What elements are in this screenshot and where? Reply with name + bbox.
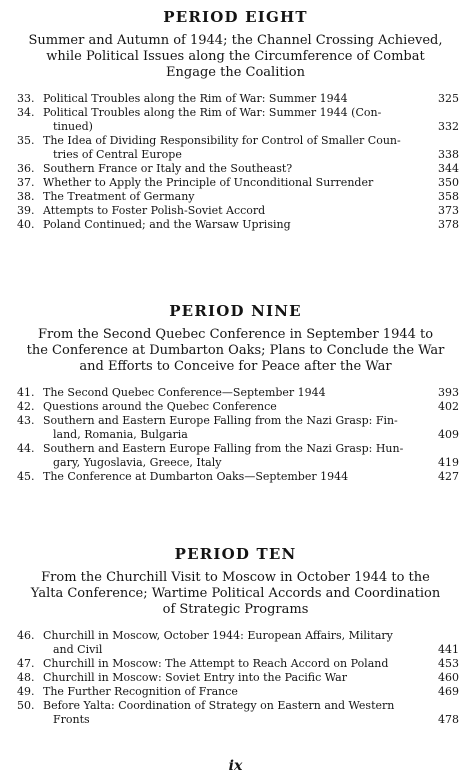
toc-entry xyxy=(0,190,471,204)
entry-number: 47. xyxy=(17,657,35,670)
entry-title-text: Poland Continued; and the Warsaw Uprising xyxy=(43,218,291,231)
entry-title-text: Attempts to Foster Polish-Soviet Accord xyxy=(43,204,266,217)
page-number: ix xyxy=(228,758,243,774)
entry-title xyxy=(43,657,429,671)
entry-title-text: Churchill in Moscow, October 1944: European Affairs, Military xyxy=(43,629,393,642)
entry-title-continuation: tinued) xyxy=(53,120,93,133)
entry-title xyxy=(43,671,429,685)
entry-number: 46. xyxy=(17,629,35,642)
toc-entry xyxy=(0,400,471,414)
entry-title-text: Southern and Eastern Europe Falling from the Nazi Grasp: Fin- xyxy=(43,414,398,427)
entry-title-text: Southern France or Italy and the Southeast? xyxy=(43,162,293,175)
entry-number: 35. xyxy=(17,134,35,147)
entry-title-continuation: Fronts xyxy=(53,713,90,726)
entry-title xyxy=(43,204,429,218)
entry-title-continuation: and Civil xyxy=(53,643,103,656)
entry-title-text: The Conference at Dumbarton Oaks—September 1944 xyxy=(43,470,349,483)
entry-list xyxy=(0,629,471,727)
toc-entry xyxy=(0,629,471,657)
entry-title-text: Political Troubles along the Rim of War: Summer 1944 (Con- xyxy=(43,106,382,119)
entry-page-number: 378 xyxy=(438,218,459,231)
entry-page-number: 409 xyxy=(438,428,459,441)
entry-number: 48. xyxy=(17,671,35,684)
toc-entry xyxy=(0,134,471,162)
entry-page-number: 344 xyxy=(438,162,459,175)
period-subtitle: From the Second Quebec Conference in September 1944 to the Conference at Dumbarton Oaks; Plans to Conclude the War and Efforts to Conceive for Peace after the War xyxy=(26,327,445,374)
toc-entry xyxy=(0,414,471,442)
toc-entry xyxy=(0,204,471,218)
entry-title xyxy=(43,400,429,414)
entry-title-text: Southern and Eastern Europe Falling from the Nazi Grasp: Hun- xyxy=(43,442,404,455)
entry-title xyxy=(43,106,429,134)
toc-entry xyxy=(0,106,471,134)
entry-number: 45. xyxy=(17,470,35,483)
entry-page-number: 373 xyxy=(438,204,459,217)
entry-number: 43. xyxy=(17,414,35,427)
toc-entry xyxy=(0,699,471,727)
entry-page-number: 402 xyxy=(438,400,459,413)
toc-entry xyxy=(0,162,471,176)
entry-title-text: Whether to Apply the Principle of Unconditional Surrender xyxy=(43,176,374,189)
entry-number: 38. xyxy=(17,190,35,203)
entry-title-text: Political Troubles along the Rim of War: Summer 1944 xyxy=(43,92,348,105)
entry-list xyxy=(0,386,471,484)
entry-title-text: The Further Recognition of France xyxy=(43,685,238,698)
entry-page-number: 338 xyxy=(438,148,459,161)
entry-title-text: Churchill in Moscow: The Attempt to Reach Accord on Poland xyxy=(43,657,389,670)
entry-page-number: 350 xyxy=(438,176,459,189)
period-title: PERIOD NINE xyxy=(169,302,302,320)
entry-title xyxy=(43,190,429,204)
entry-title xyxy=(43,442,429,470)
entry-page-number: 441 xyxy=(438,643,459,656)
toc-entry xyxy=(0,92,471,106)
entry-number: 34. xyxy=(17,106,35,119)
entry-number: 50. xyxy=(17,699,35,712)
entry-title-text: Questions around the Quebec Conference xyxy=(43,400,277,413)
entry-page-number: 460 xyxy=(438,671,459,684)
entry-title-text: Before Yalta: Coordination of Strategy on Eastern and Western xyxy=(43,699,395,712)
entry-title xyxy=(43,470,429,484)
toc-entry xyxy=(0,685,471,699)
entry-title xyxy=(43,134,429,162)
toc-entry xyxy=(0,671,471,685)
entry-title xyxy=(43,162,429,176)
entry-number: 40. xyxy=(17,218,35,231)
entry-number: 36. xyxy=(17,162,35,175)
toc-entry xyxy=(0,442,471,470)
entry-number: 49. xyxy=(17,685,35,698)
entry-title xyxy=(43,92,429,106)
entry-title xyxy=(43,699,429,727)
period-subtitle: From the Churchill Visit to Moscow in October 1944 to the Yalta Conference; Wartime Political Accords and Coordination of Strategic Programs xyxy=(30,570,441,617)
entry-page-number: 478 xyxy=(438,713,459,726)
entry-page-number: 469 xyxy=(438,685,459,698)
entry-number: 33. xyxy=(17,92,35,105)
period-nine xyxy=(0,302,471,484)
entry-page-number: 358 xyxy=(438,190,459,203)
entry-number: 44. xyxy=(17,442,35,455)
entry-page-number: 419 xyxy=(438,456,459,469)
entry-title xyxy=(43,176,429,190)
entry-title-text: The Treatment of Germany xyxy=(43,190,195,203)
entry-page-number: 393 xyxy=(438,386,459,399)
entry-title xyxy=(43,629,429,657)
entry-page-number: 332 xyxy=(438,120,459,133)
entry-page-number: 325 xyxy=(438,92,459,105)
toc-entry xyxy=(0,470,471,484)
entry-number: 41. xyxy=(17,386,35,399)
period-ten xyxy=(0,545,471,727)
period-title: PERIOD TEN xyxy=(174,545,297,563)
entry-number: 39. xyxy=(17,204,35,217)
entry-page-number: 453 xyxy=(438,657,459,670)
entry-page-number: 427 xyxy=(438,470,459,483)
entry-title xyxy=(43,386,429,400)
period-subtitle: Summer and Autumn of 1944; the Channel Crossing Achieved, while Political Issues along the Circumference of Combat Engage the Coalition xyxy=(28,33,443,80)
entry-list xyxy=(0,92,471,232)
entry-title-text: The Second Quebec Conference—September 1944 xyxy=(43,386,326,399)
entry-title xyxy=(43,414,429,442)
period-title: PERIOD EIGHT xyxy=(163,8,308,26)
entry-title-continuation: land, Romania, Bulgaria xyxy=(53,428,188,441)
entry-title-text: The Idea of Dividing Responsibility for Control of Smaller Coun- xyxy=(43,134,401,147)
entry-title xyxy=(43,218,429,232)
period-eight xyxy=(0,8,471,232)
toc-entry xyxy=(0,386,471,400)
entry-title-text: Churchill in Moscow: Soviet Entry into the Pacific War xyxy=(43,671,347,684)
toc-entry xyxy=(0,657,471,671)
toc-entry xyxy=(0,218,471,232)
entry-number: 37. xyxy=(17,176,35,189)
entry-title xyxy=(43,685,429,699)
entry-title-continuation: gary, Yugoslavia, Greece, Italy xyxy=(53,456,222,469)
entry-number: 42. xyxy=(17,400,35,413)
toc-entry xyxy=(0,176,471,190)
entry-title-continuation: tries of Central Europe xyxy=(53,148,182,161)
